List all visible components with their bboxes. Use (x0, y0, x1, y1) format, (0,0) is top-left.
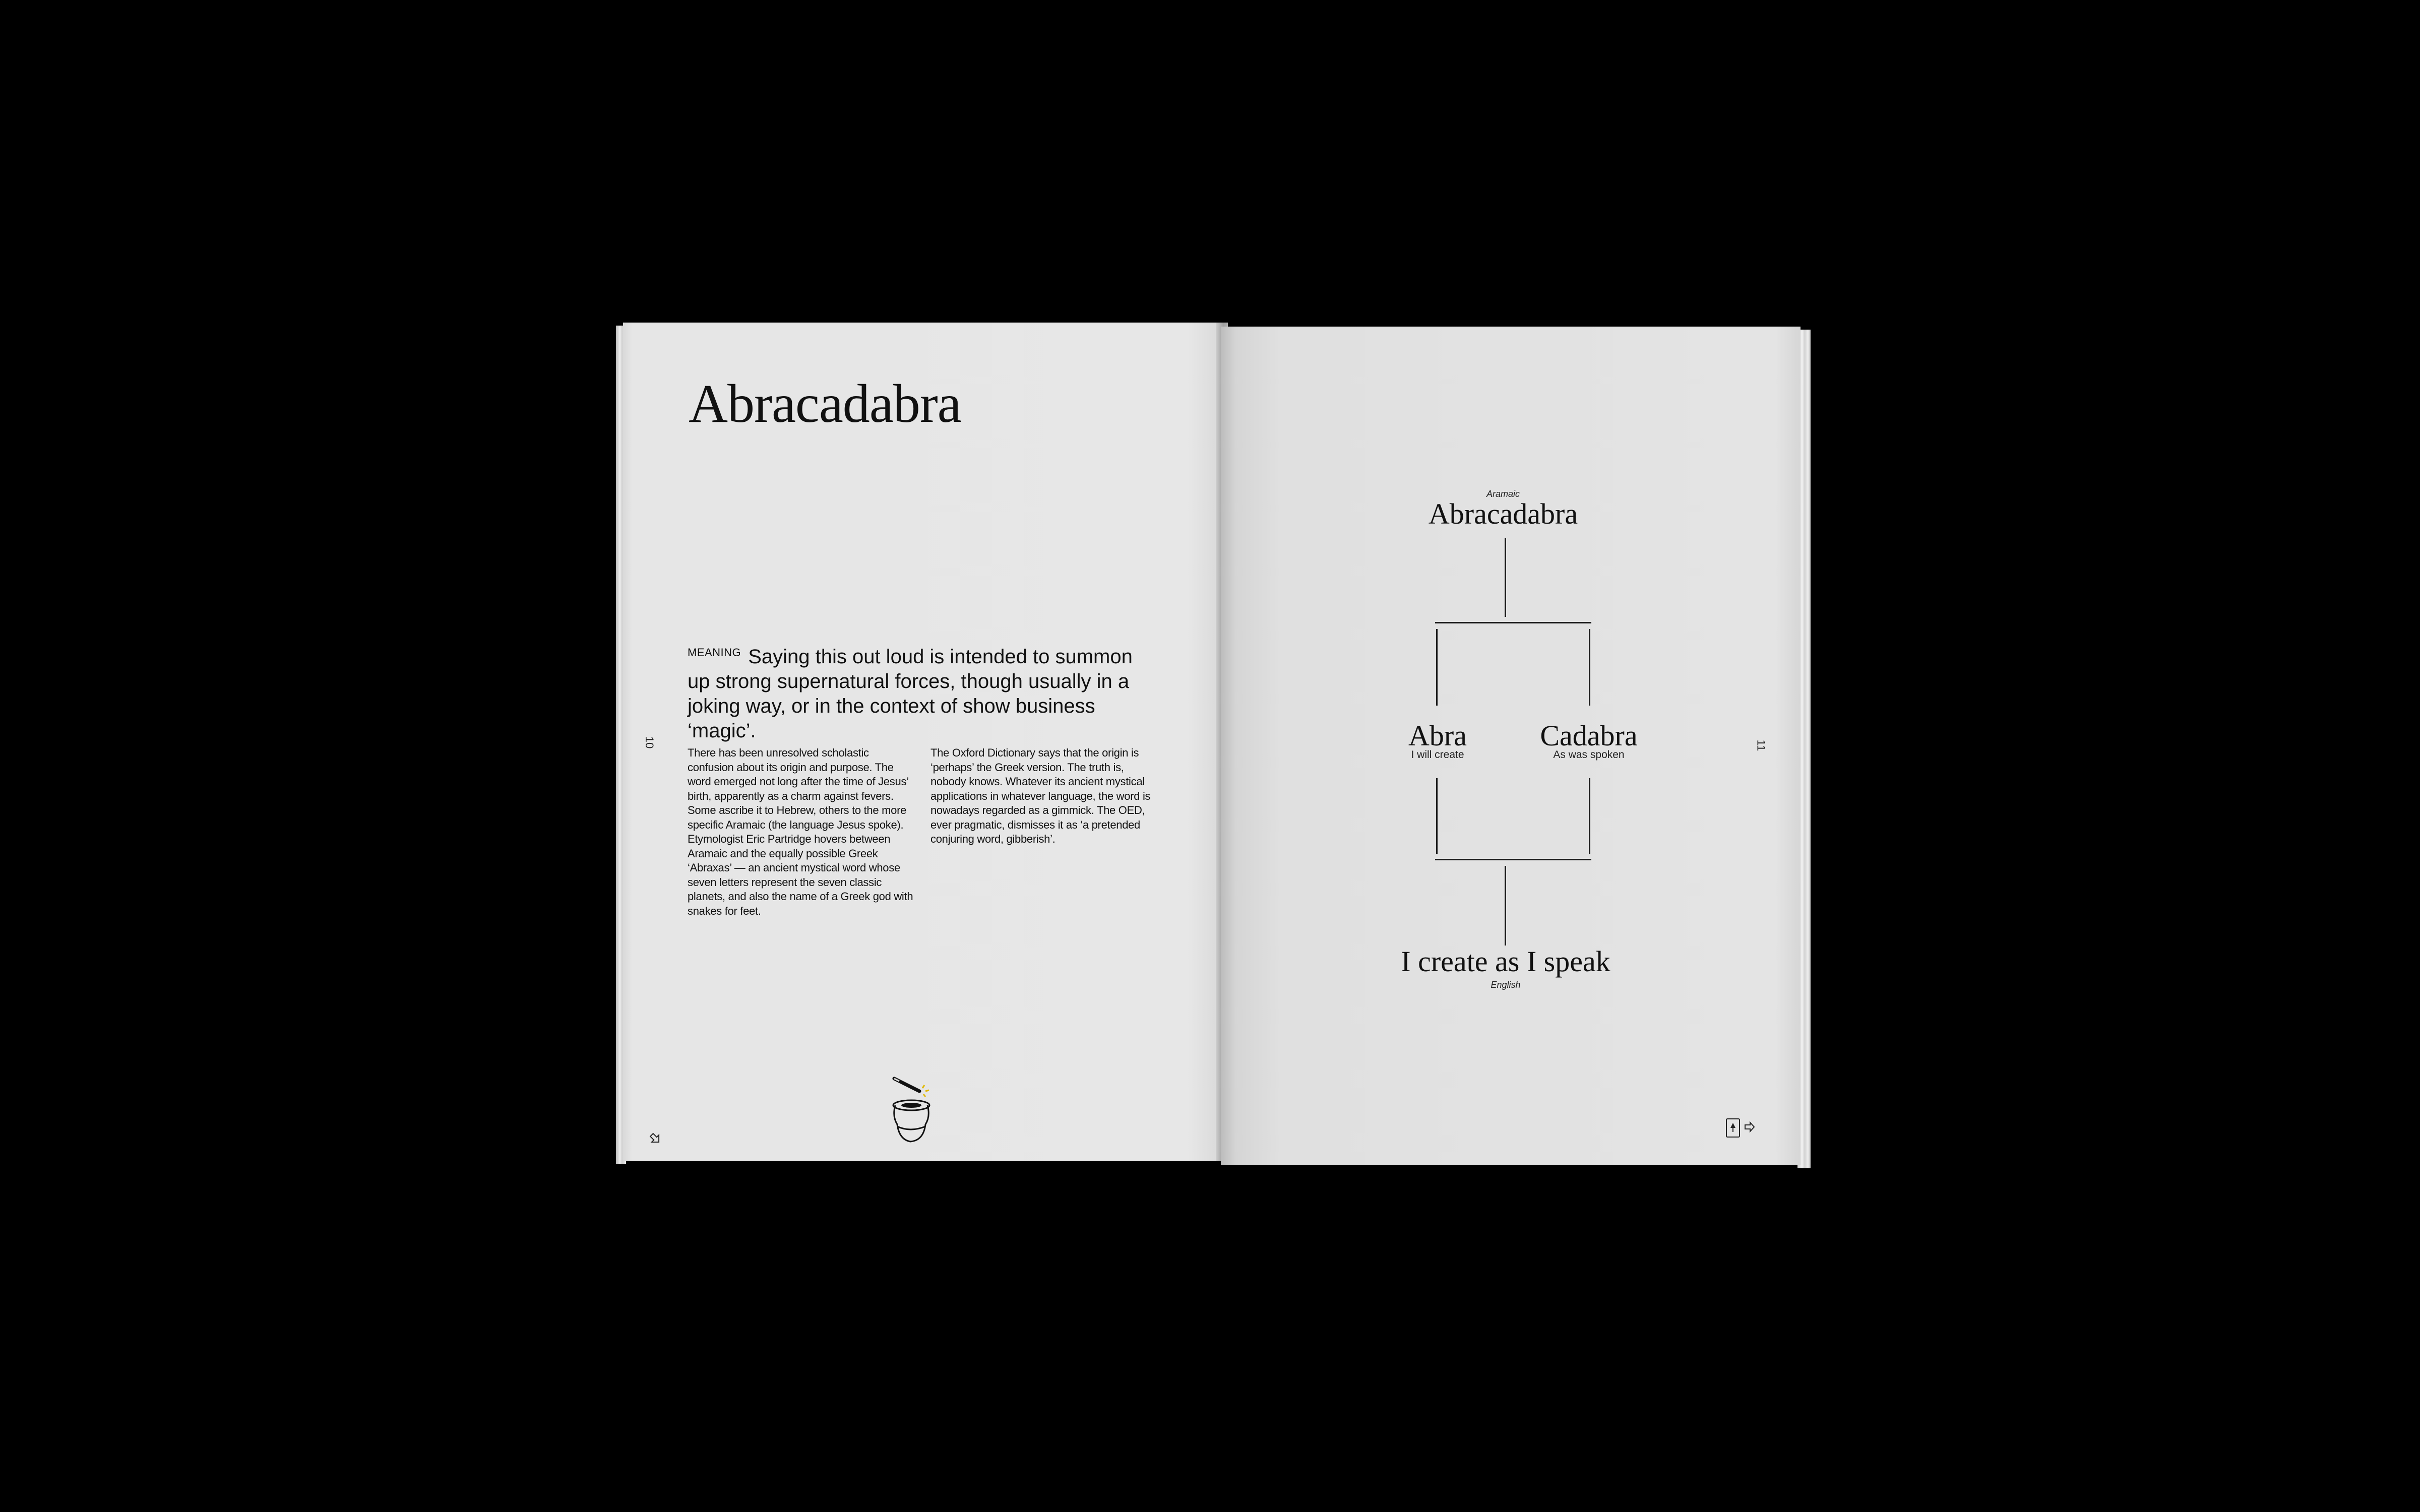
left-meaning: I will create (1411, 749, 1464, 761)
arrow-icon[interactable] (648, 1131, 663, 1147)
page-title: Abracadabra (689, 374, 961, 434)
bottom-word: I create as I speak (1401, 945, 1610, 978)
diagram-line-bottom (1505, 866, 1506, 946)
top-language-label: Aramaic (1486, 489, 1520, 499)
top-word: Abracadabra (1428, 497, 1578, 530)
card-arrow-icon[interactable] (1725, 1117, 1760, 1140)
left-word: Abra (1408, 719, 1467, 752)
left-page (623, 323, 1228, 1161)
right-page (1221, 327, 1801, 1165)
book-spread (616, 323, 1812, 1167)
diagram-line-left-lower (1436, 778, 1438, 854)
page-number-right: 11 (1755, 739, 1768, 751)
meaning-paragraph (688, 640, 1156, 743)
bottom-language-label: English (1491, 980, 1521, 990)
diagram-bracket-bottom (1435, 859, 1591, 860)
body-column-1: There has been unresolved scholastic confusion about its origin and purpose. The word emerged not long after the time of Jesus’ birth, apparently as a charm against fevers. Some ascribe it to Hebrew, others to the more specific Aramaic (the language Jesus spoke). Etymologist Eric Partridge hovers between Aramaic and the equally possible Greek ‘Abraxas’ — an ancient mystical word whose seven letters represent the seven classic planets, and also the name of a Greek god with snakes for feet. (688, 746, 913, 917)
diagram-line-top (1505, 538, 1506, 617)
diagram-line-right-upper (1589, 629, 1590, 706)
meaning-text: Saying this out loud is intended to summon up strong supernatural forces, though usually in a joking way, or in the context of show business ‘magic’. (688, 646, 1133, 742)
body-column-2: The Oxford Dictionary says that the origin is ‘perhaps’ the Greek version. The truth is, nobody knows. Whatever its ancient mystical applications in whatever language, the word is nowadays regarded as a gimmick. The OED, ever pragmatic, dismisses it as ‘a pretended conjuring word, gibberish’. (930, 746, 1151, 845)
diagram-bracket-top (1435, 622, 1591, 623)
diagram-line-left-upper (1436, 629, 1438, 706)
page-number-left: 10 (643, 736, 656, 749)
right-word: Cadabra (1540, 719, 1638, 752)
magic-hat-wand-icon (890, 1076, 936, 1147)
meaning-tag: MEANING (688, 646, 741, 659)
right-meaning: As was spoken (1553, 749, 1625, 761)
diagram-line-right-lower (1589, 778, 1590, 854)
